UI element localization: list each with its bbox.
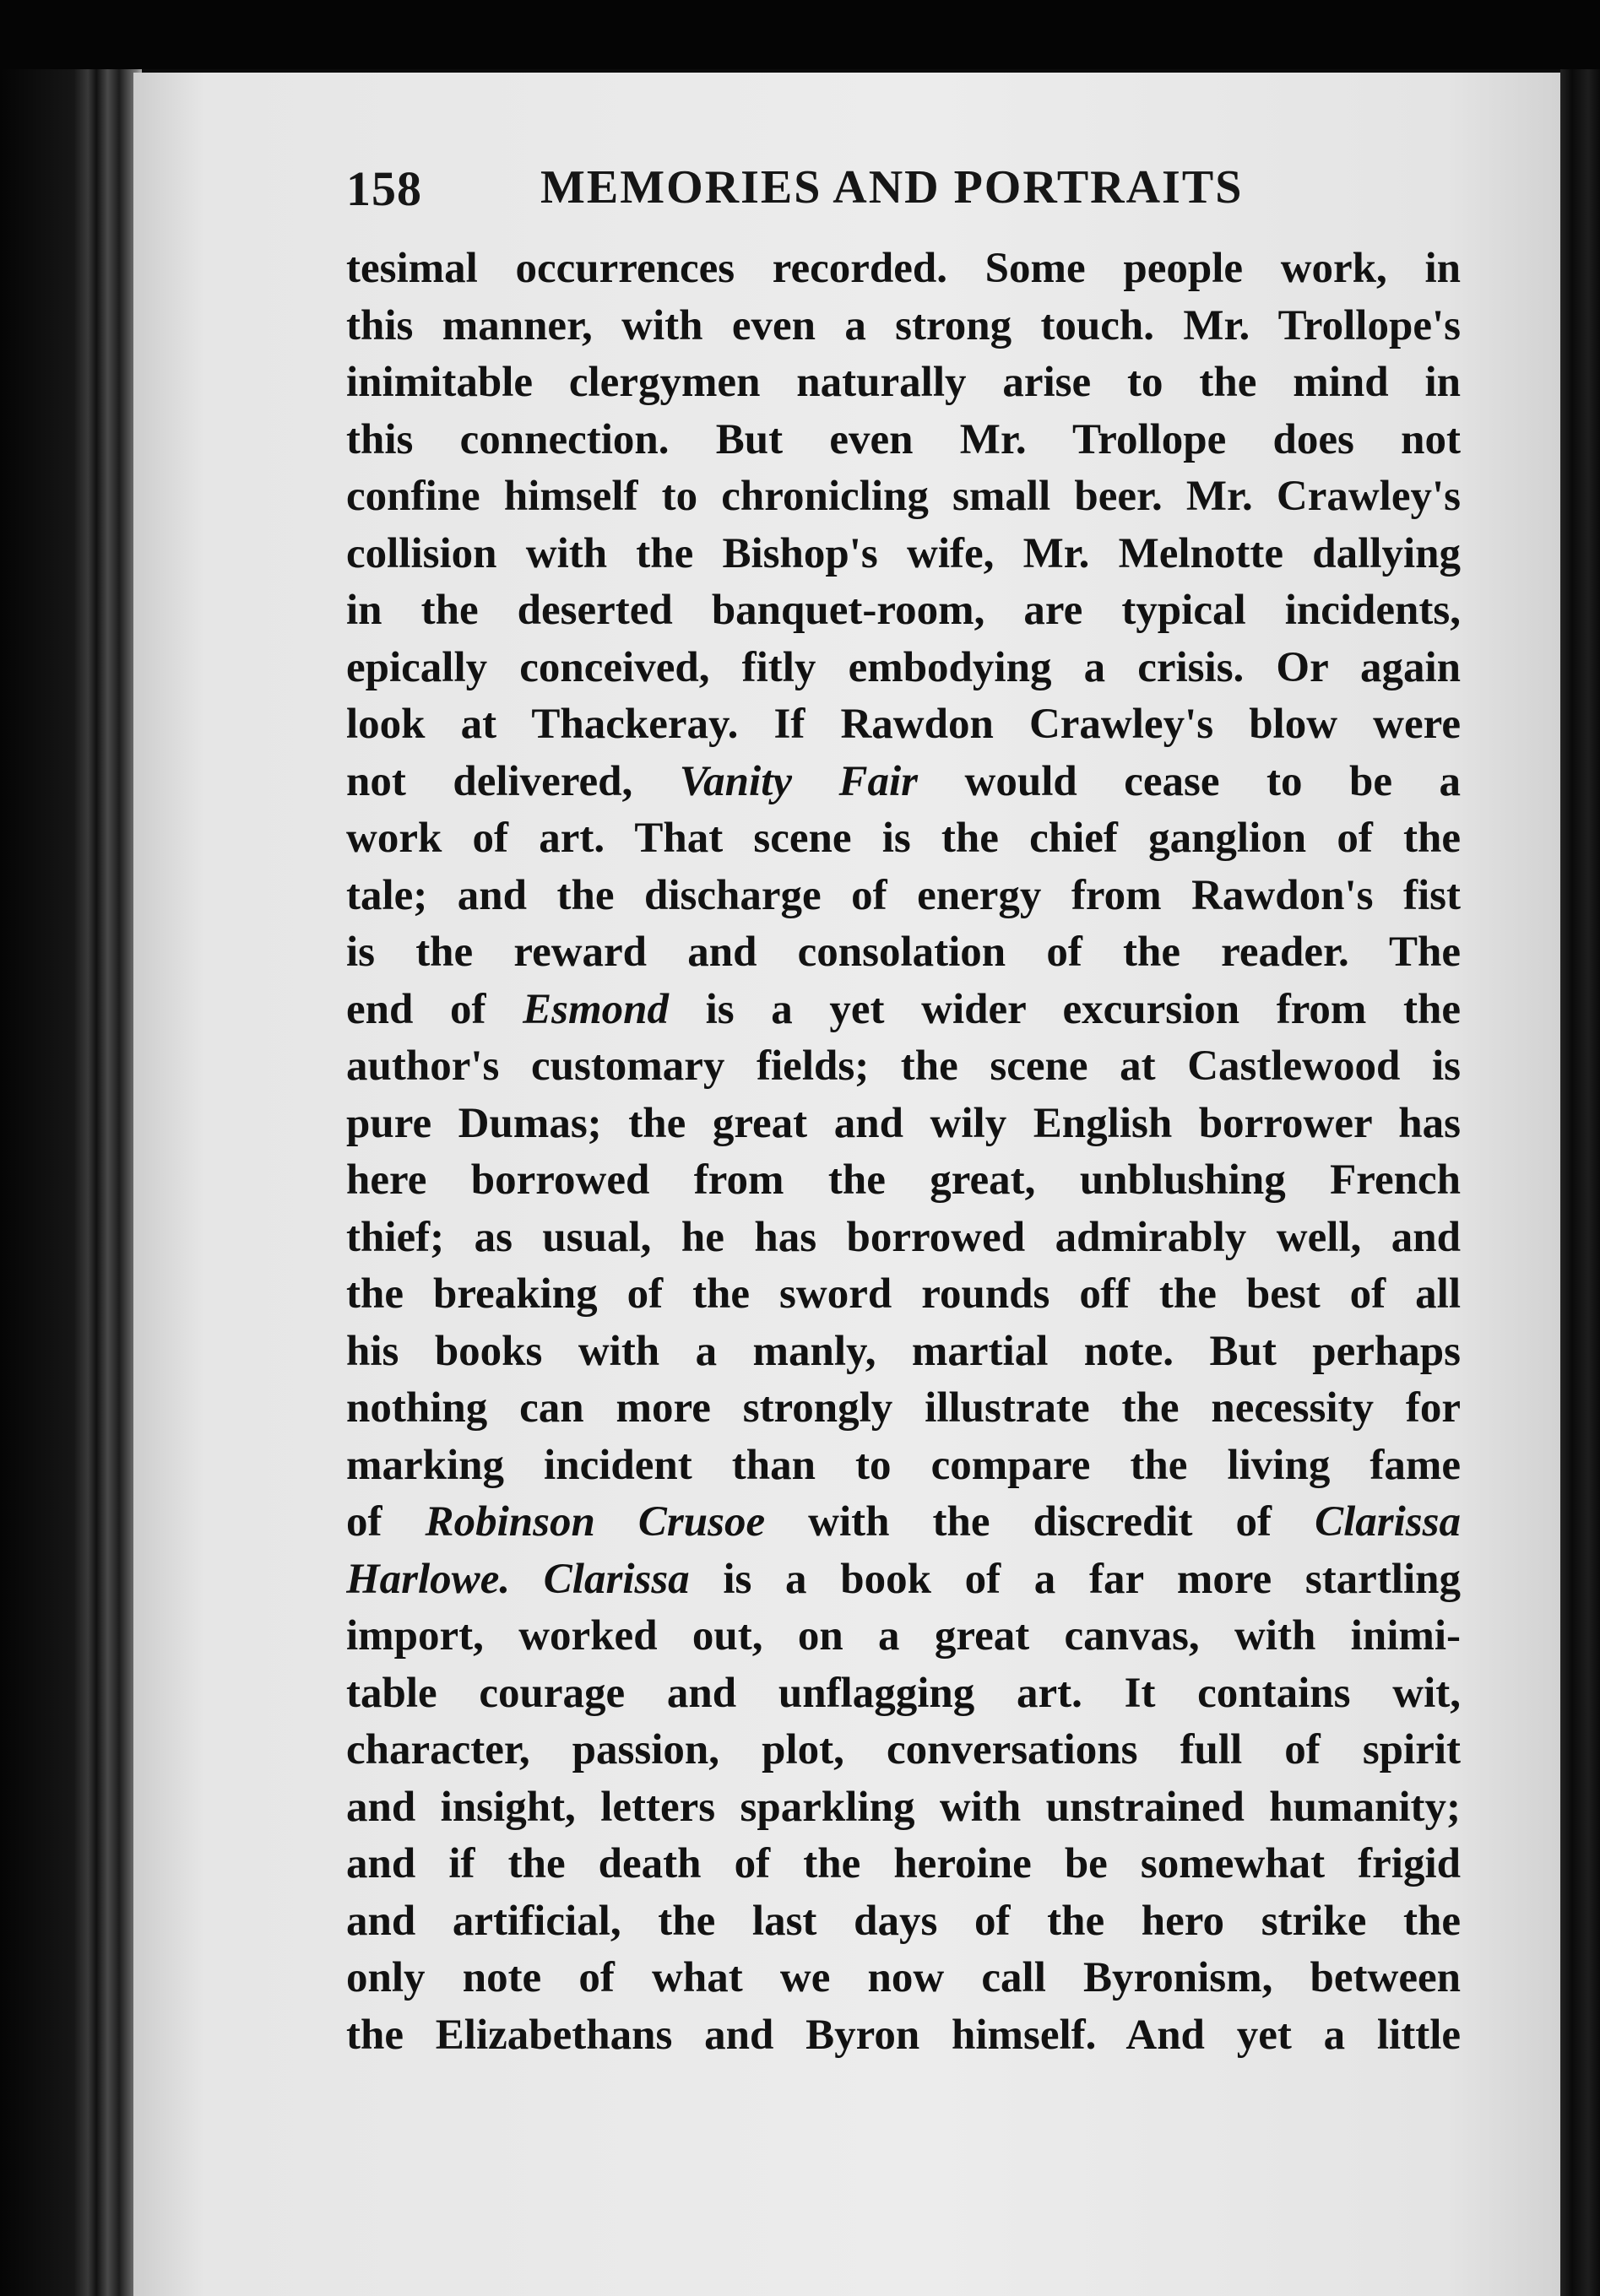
text-run: inimitable clergymen naturally arise to the mind in — [346, 359, 1461, 406]
text-line — [346, 696, 1461, 754]
text-run: marking incident than to compare the living fame — [346, 1441, 1461, 1489]
text-run: is a book of a far more startling — [689, 1555, 1461, 1603]
page-number: 158 — [346, 161, 422, 216]
text-run: collision with the Bishop's wife, Mr. Melnotte dallying — [346, 529, 1461, 577]
text-run: work of art. That scene is the chief ganglion of the — [346, 815, 1461, 862]
italic-title: Robinson Crusoe — [425, 1498, 766, 1546]
text-run: is the reward and consolation of the reader. The — [346, 929, 1461, 976]
text-line — [346, 1836, 1461, 1893]
text-line — [346, 468, 1461, 526]
text-line — [346, 1096, 1461, 1153]
text-run: import, worked out, on a great canvas, with inimi- — [346, 1612, 1461, 1660]
text-run: table courage and unflagging art. It contains wit, — [346, 1669, 1461, 1717]
text-line — [346, 754, 1461, 811]
italic-title: Clarissa — [1315, 1498, 1461, 1546]
text-run: with the discredit of — [765, 1498, 1315, 1546]
text-line — [346, 241, 1461, 298]
scan-top-border — [0, 0, 1600, 69]
text-run: thief; as usual, he has borrowed admirably well, and — [346, 1213, 1461, 1261]
text-line — [346, 810, 1461, 868]
text-line — [346, 1608, 1461, 1665]
text-line — [346, 1551, 1461, 1609]
text-line — [346, 1324, 1461, 1381]
text-run: not delivered, — [346, 757, 680, 805]
italic-title: Esmond — [523, 985, 669, 1033]
text-line — [346, 582, 1461, 640]
text-run: his books with a manly, martial note. But perhaps — [346, 1327, 1461, 1375]
body-text — [346, 241, 1461, 2064]
text-run: would cease to be a — [918, 757, 1461, 805]
text-line — [346, 1266, 1461, 1324]
text-line — [346, 868, 1461, 925]
italic-title: Vanity Fair — [679, 757, 919, 805]
text-line — [346, 1210, 1461, 1267]
text-line — [346, 1152, 1461, 1210]
text-line — [346, 1038, 1461, 1096]
text-line — [346, 1722, 1461, 1779]
text-run: this connection. But even Mr. Trollope does not — [346, 415, 1461, 463]
text-line — [346, 1665, 1461, 1723]
text-line — [346, 1380, 1461, 1438]
text-run: of — [346, 1498, 426, 1546]
text-run: here borrowed from the great, unblushing French — [346, 1156, 1461, 1204]
text-run: the breaking of the sword rounds off the best of all — [346, 1270, 1461, 1318]
italic-title: Harlowe. — [346, 1555, 511, 1603]
text-line — [346, 1438, 1461, 1495]
text-run: author's customary fields; the scene at Castlewood is — [346, 1042, 1461, 1090]
text-run: end of — [346, 985, 523, 1033]
text-line — [346, 640, 1461, 697]
text-run: only note of what we now call Byronism, between — [346, 1954, 1461, 2001]
text-run: nothing can more strongly illustrate the necessity for — [346, 1384, 1461, 1432]
text-run — [510, 1556, 544, 1603]
text-line — [346, 982, 1461, 1039]
text-run: and insight, letters sparkling with unstrained humanity; — [346, 1783, 1461, 1831]
text-line — [346, 355, 1461, 412]
text-run: tale; and the discharge of energy from Rawdon's fist — [346, 871, 1461, 919]
text-run: epically conceived, fitly embodying a crisis. Or again — [346, 643, 1461, 691]
text-line — [346, 1893, 1461, 1951]
scan-right-border — [1560, 69, 1600, 2296]
book-spine — [0, 69, 142, 2296]
text-run: tesimal occurrences recorded. Some people work, in — [346, 245, 1461, 292]
text-line — [346, 298, 1461, 355]
text-run: is a yet wider excursion from the — [669, 985, 1461, 1033]
text-line — [346, 526, 1461, 583]
page-header — [346, 160, 1461, 228]
italic-title: Clarissa — [543, 1555, 690, 1603]
text-run: character, passion, plot, conversations full of spirit — [346, 1726, 1461, 1773]
text-line — [346, 1494, 1461, 1551]
text-run: and if the death of the heroine be somewhat frigid — [346, 1840, 1461, 1887]
text-line — [346, 2007, 1461, 2065]
text-run: and artificial, the last days of the hero strike the — [346, 1897, 1461, 1945]
text-run: pure Dumas; the great and wily English borrower has — [346, 1099, 1461, 1147]
running-head: MEMORIES AND PORTRAITS — [540, 161, 1244, 214]
text-line — [346, 924, 1461, 982]
text-run: look at Thackeray. If Rawdon Crawley's blow were — [346, 701, 1461, 748]
text-run: confine himself to chronicling small beer. Mr. Crawley's — [346, 473, 1461, 520]
text-run: the Elizabethans and Byron himself. And yet a little — [346, 2011, 1461, 2059]
text-run: in the deserted banquet-room, are typical incidents, — [346, 587, 1461, 634]
text-line — [346, 1950, 1461, 2007]
text-run: this manner, with even a strong touch. Mr. Trollope's — [346, 301, 1461, 349]
text-line — [346, 1779, 1461, 1837]
text-line — [346, 412, 1461, 469]
